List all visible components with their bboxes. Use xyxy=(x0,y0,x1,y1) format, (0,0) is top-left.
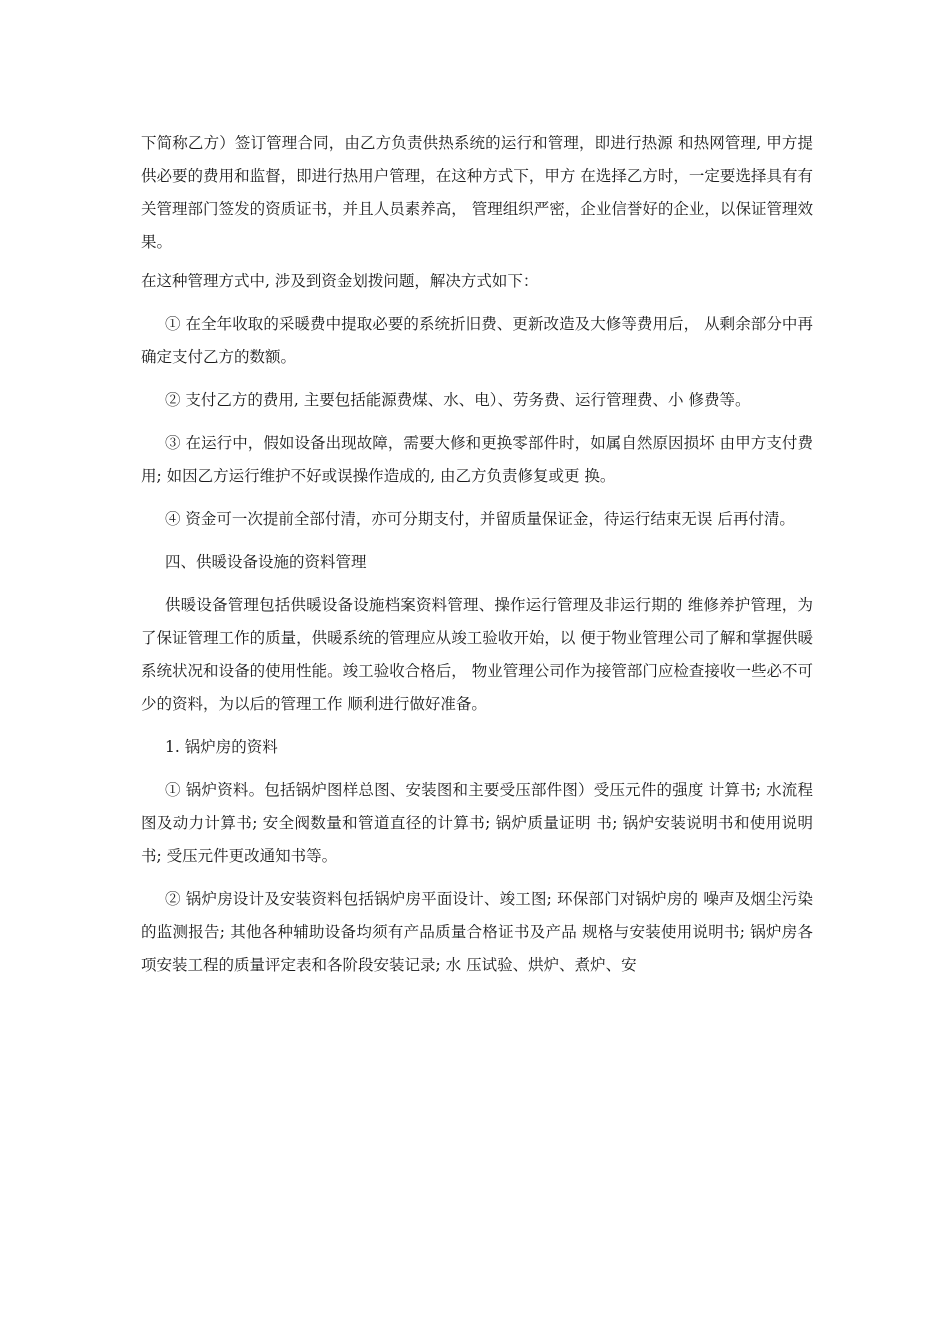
section-heading-data-management: 四、供暖设备设施的资料管理 xyxy=(165,553,367,571)
list-item-funding-4: ④ 资金可一次提前全部付清，亦可分期支付，并留质量保证金，待运行结束无误 后再付清。 xyxy=(165,510,795,528)
list-item-boiler-data-1: ① 锅炉资料。包括锅炉图样总图、安装图和主要受压部件图）受压元件的强度 计算书; 水流程图及动力计算书; 安全阀数量和管道直径的计算书; 锅炉质量证明 书; 锅炉安装说明书和使用说明书; 受压元件更改通知书等。 xyxy=(141,781,813,865)
subheading-boiler-room-data: 1. 锅炉房的资料 xyxy=(165,738,278,756)
list-item-funding-1: ① 在全年收取的采暖费中提取必要的系统折旧费、更新改造及大修等费用后， 从剩余部分中再确定支付乙方的数额。 xyxy=(141,315,813,366)
list-item-funding-3: ③ 在运行中，假如设备出现故障，需要大修和更换零部件时，如属自然原因损坏 由甲方支付费用; 如因乙方运行维护不好或误操作造成的, 由乙方负责修复或更 换。 xyxy=(141,434,813,485)
paragraph-funding-intro: 在这种管理方式中, 涉及到资金划拨问题，解决方式如下： xyxy=(141,272,539,290)
document-body xyxy=(141,127,813,982)
paragraph-contract-description: 下简称乙方）签订管理合同，由乙方负责供热系统的运行和管理，即进行热源 和热网管理, 甲方提供必要的费用和监督，即进行热用户管理，在这种方式下，甲方 在选择乙方时，一定要选择具有有关管理部门签发的资质证书，并且人员素养高， 管理组织严密，企业信誉好的企业，以保证管理效果。 xyxy=(141,134,813,251)
list-item-funding-2: ② 支付乙方的费用, 主要包括能源费煤、水、电）、劳务费、运行管理费、小 修费等。 xyxy=(165,391,751,409)
paragraph-data-management: 供暖设备管理包括供暖设备设施档案资料管理、操作运行管理及非运行期的 维修养护管理，为了保证管理工作的质量，供暖系统的管理应从竣工验收开始，以 便于物业管理公司了解和掌握供暖系统状况和设备的使用性能。竣工验收合格后， 物业管理公司作为接管部门应检查接收一些必不可少的资料，为以后的管理工作 顺利进行做好准备。 xyxy=(141,596,813,713)
list-item-boiler-data-2: ② 锅炉房设计及安装资料包括锅炉房平面设计、竣工图; 环保部门对锅炉房的 噪声及烟尘污染的监测报告; 其他各种辅助设备均须有产品质量合格证书及产品 规格与安装使用说明书; 锅炉房各项安装工程的质量评定表和各阶段安装记录; 水 压试验、烘炉、煮炉、安 xyxy=(141,890,813,974)
